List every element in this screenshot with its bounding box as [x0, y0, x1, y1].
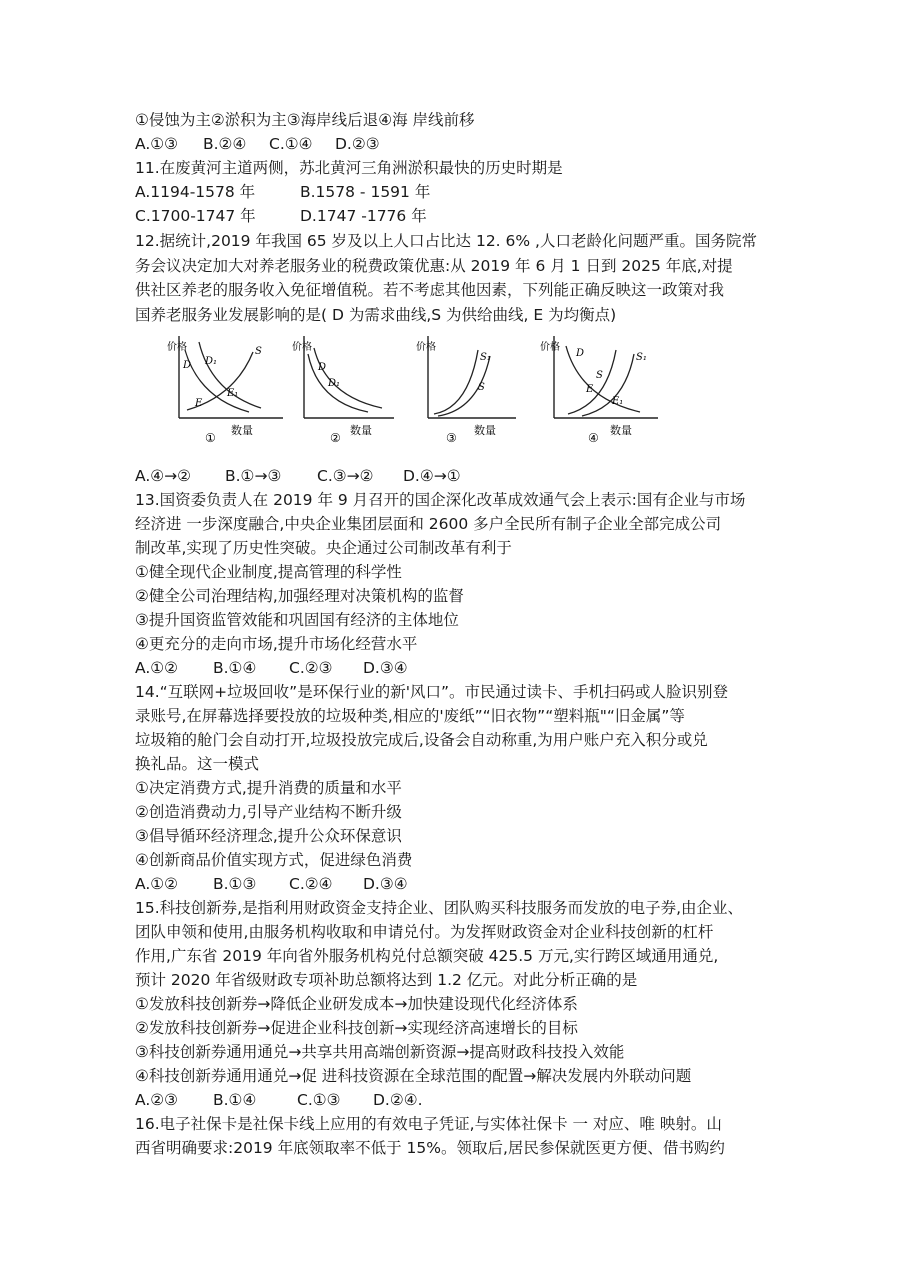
q10-option-a: A.①③: [135, 135, 179, 153]
q15-option-b: B.①④: [213, 1091, 257, 1109]
q10-option-c: C.①④: [269, 135, 313, 153]
q12-graph-2-label-d: D: [318, 362, 327, 373]
q12-graph-1-label-d: D: [183, 360, 192, 371]
q11-option-d: D.1747 -1776 年: [300, 207, 427, 225]
q12-graph-2: [290, 330, 414, 450]
q10-option-b: B.②④: [203, 135, 247, 153]
q12-graph-2-xaxis: 数量: [350, 424, 372, 437]
q11-options-row1: [135, 182, 430, 202]
q14-option-a: A.①②: [135, 875, 179, 893]
q11-option-a: A.1194-1578 年: [135, 183, 256, 201]
q15-line-3: 作用,广东省 2019 年向省外服务机构兑付总额突破 425.5 万元,实行跨区域通用通兑,: [135, 947, 719, 965]
q11-option-c: C.1700-1747 年: [135, 207, 256, 225]
q12-option-c: C.③→②: [317, 467, 374, 485]
q12-graph-2-label-d1: D₁: [328, 378, 341, 389]
q10-items: ①侵蚀为主②淤积为主③海岸线后退④海 岸线前移: [135, 111, 475, 129]
q12-graph-3-supply-curve-s1: [434, 350, 478, 414]
q12-graph-4-label-e1: E₁: [612, 396, 624, 407]
q12-graph-2-number: ②: [330, 431, 341, 445]
q14-item-4: ④创新商品价值实现方式，促进绿色消费: [135, 851, 413, 869]
q14-line-4: 换礼品。这一模式: [135, 755, 260, 773]
q12-graph-3-yaxis: 价格: [416, 342, 436, 353]
q14-option-d: D.③④: [363, 875, 408, 893]
q12-graph-4-xaxis: 数量: [610, 424, 632, 437]
q12-graph-4-number: ④: [588, 431, 599, 445]
q13-item-2: ②健全公司治理结构,加强经理对决策机构的监督: [135, 587, 464, 605]
q15-line-1: 15.科技创新券,是指利用财政资金支持企业、团队购买科技服务而发放的电子券,由企业、: [135, 899, 744, 917]
q12-option-a: A.④→②: [135, 467, 192, 485]
q13-line-1: 13.国资委负责人在 2019 年 9 月召开的国企深化改革成效通气会上表示:国有企业与市场: [135, 491, 746, 509]
q15-item-4: ④科技创新券通用通兑→促 进科技资源在全球范围的配置→解决发展内外联动问题: [135, 1067, 692, 1085]
q12-graph-3-svg: [412, 330, 536, 450]
q12-graph-4-label-s1: S₁: [636, 352, 647, 363]
q15-option-c: C.①③: [297, 1091, 341, 1109]
q12-graph-1-label-e: E: [195, 398, 203, 409]
q12-graph-4-yaxis: 价格: [540, 342, 560, 353]
q16-line-1: 16.电子社保卡是社保卡线上应用的有效电子凭证,与实体社保卡 一 对应、唯 映射。山: [135, 1115, 722, 1133]
q14-item-1: ①决定消费方式,提升消费的质量和水平: [135, 779, 402, 797]
q12-graph-4-label-s: S: [596, 370, 603, 381]
q15-options: [135, 1090, 423, 1110]
q15-line-2: 团队申领和使用,由服务机构收取和申请兑付。为发挥财政资金对企业科技创新的杠杆: [135, 923, 714, 941]
q12-graph-3-label-s1: S₁: [480, 352, 491, 363]
q12-graph-3-number: ③: [446, 431, 457, 445]
q14-item-3: ③倡导循环经济理念,提升公众环保意识: [135, 827, 402, 845]
q11-option-b: B.1578 - 1591 年: [300, 183, 431, 201]
q12-graph-4-svg: [540, 330, 664, 450]
q14-line-1: 14.“互联网+垃圾回收”是环保行业的新'风口”。市民通过读卡、手机扫码或人脸识别登: [135, 683, 728, 701]
q15-item-3: ③科技创新券通用通兑→共享共用高端创新资源→提高财政科技投入效能: [135, 1043, 625, 1061]
q12-line-4: 国养老服务业发展影响的是( D 为需求曲线,S 为供给曲线, E 为均衡点): [135, 306, 617, 324]
q13-line-2: 经济进 一步深度融合,中央企业集团层面和 2600 多户全民所有制子企业全部完成公司: [135, 515, 722, 533]
q12-graph-3: [412, 330, 536, 450]
q11-stem: 11.在废黄河主道两侧，苏北黄河三角洲淤积最快的历史时期是: [135, 159, 563, 177]
q12-line-2: 务会议决定加大对养老服务业的税费政策优惠:从 2019 年 6 月 1 日到 2025 年底,对提: [135, 257, 733, 275]
q12-graph-1-xaxis: 数量: [231, 424, 253, 437]
q13-line-3: 制改革,实现了历史性突破。央企通过公司制改革有利于: [135, 539, 512, 557]
q12-graph-1-number: ①: [205, 431, 216, 445]
q13-option-d: D.③④: [363, 659, 408, 677]
q14-options: [135, 874, 408, 894]
q12-line-3: 供社区养老的服务收入免征增值税。若不考虑其他因素，下列能正确反映这一政策对我: [135, 281, 725, 299]
q12-options: [135, 466, 461, 486]
q11-options-row2: [135, 206, 427, 226]
q14-option-c: C.②④: [289, 875, 333, 893]
q12-graph-3-xaxis: 数量: [474, 424, 496, 437]
q13-option-b: B.①④: [213, 659, 257, 677]
q12-graph-1-label-d1: D₁: [205, 356, 218, 367]
q12-option-d: D.④→①: [403, 467, 461, 485]
q13-options: [135, 658, 408, 678]
q14-line-2: 录账号,在屏幕选择要投放的垃圾种类,相应的'废纸”“旧衣物”“塑料瓶"“旧金属”等: [135, 707, 685, 725]
q16-line-2: 西省明确要求:2019 年底领取率不低于 15%。领取后,居民参保就医更方便、借书购约: [135, 1139, 725, 1157]
q12-graph-4-label-d: D: [576, 348, 585, 359]
q10-options: [135, 134, 380, 154]
q14-option-b: B.①③: [213, 875, 257, 893]
q15-option-d: D.②④.: [373, 1091, 423, 1109]
q13-item-1: ①健全现代企业制度,提高管理的科学性: [135, 563, 402, 581]
q12-graph-1-label-s: S: [255, 346, 262, 357]
q12-line-1: 12.据统计,2019 年我国 65 岁及以上人口占比达 12. 6% ,人口老龄化问题严重。国务院常: [135, 232, 757, 250]
q12-graph-2-svg: [290, 330, 414, 450]
q15-option-a: A.②③: [135, 1091, 179, 1109]
q10-option-d: D.②③: [335, 135, 380, 153]
q12-graph-4: [540, 330, 664, 450]
q13-item-4: ④更充分的走向市场,提升市场化经营水平: [135, 635, 418, 653]
q13-item-3: ③提升国资监管效能和巩固国有经济的主体地位: [135, 611, 459, 629]
q12-graph-2-yaxis: 价格: [292, 342, 312, 353]
q15-line-4: 预计 2020 年省级财政专项补助总额将达到 1.2 亿元。对此分析正确的是: [135, 971, 638, 989]
q12-graph-1-svg: [165, 330, 289, 450]
q12-graph-4-label-e: E: [586, 384, 594, 395]
q12-graph-1-label-e1: E₁: [227, 388, 239, 399]
q12-graph-1-yaxis: 价格: [167, 342, 187, 353]
q13-option-a: A.①②: [135, 659, 179, 677]
q12-graph-1: [165, 330, 289, 450]
q12-graph-2-shifted-demand-curve: [314, 348, 382, 408]
q12-option-b: B.①→③: [225, 467, 282, 485]
q14-line-3: 垃圾箱的舱门会自动打开,垃圾投放完成后,设备会自动称重,为用户账户充入积分或兑: [135, 731, 708, 749]
q13-option-c: C.②③: [289, 659, 333, 677]
q14-item-2: ②创造消费动力,引导产业结构不断升级: [135, 803, 402, 821]
q12-graph-4-supply-curve-s: [568, 350, 616, 414]
q15-item-2: ②发放科技创新券→促进企业科技创新→实现经济高速增长的目标: [135, 1019, 578, 1037]
q15-item-1: ①发放科技创新券→降低企业研发成本→加快建设现代化经济体系: [135, 995, 578, 1013]
q12-graph-3-label-s: S: [478, 382, 485, 393]
